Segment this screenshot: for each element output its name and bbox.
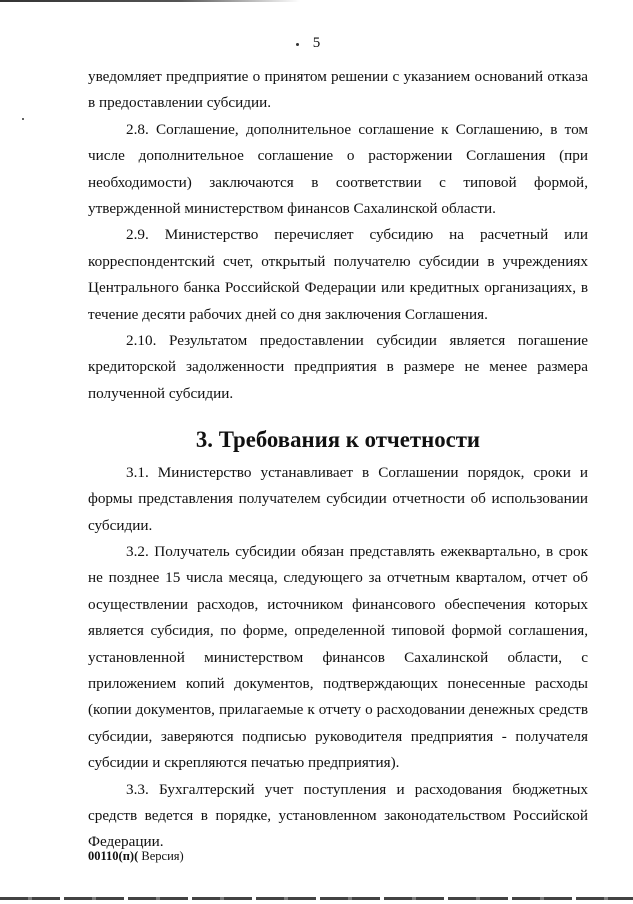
section-heading: 3. Требования к отчетности — [195, 427, 481, 453]
document-code-number: 00110(п)( — [88, 849, 139, 863]
document-body — [88, 64, 588, 856]
paragraph-3-2: 3.2. Получатель субсидии обязан представлять ежеквартально, в срок не позднее 15 числа месяца, следующего за отчетным кварталом, отчет об осуществлении расходов, источником финансового обеспечения которых является субсидия, по форме, определенной типовой формой соглашения, установленной министерством финансов Сахалинской области, с приложением копий документов, подтверждающих понесенные расходы (копии документов, прилагаемые к отчету о расходовании денежных средств субсидии, заверяются подписью руководителя предприятия - получателя субсидии и скрепляются печатью предприятия). — [88, 542, 588, 772]
document-code — [88, 848, 184, 864]
scan-top-rule — [0, 0, 300, 2]
paragraph-2-10: 2.10. Результатом предоставлении субсидии является погашение кредиторской задолженности предприятия в размере не менее размера полученной субсидии. — [88, 332, 588, 402]
paragraph-continuation: уведомляет предприятие о принятом решении с указанием оснований отказа в предоставлении субсидии. — [88, 68, 588, 112]
paragraph-2-8: 2.8. Соглашение, дополнительное соглашение к Соглашению, в том числе дополнительное соглашение о расторжении Соглашения (при необходимости) заключаются в соответствии с типовой формой, утвержденной министерством финансов Сахалинской области. — [88, 120, 588, 218]
paragraph-2-9: 2.9. Министерство перечисляет субсидию на расчетный или корреспондентский счет, открытый получателю субсидии в учреждениях Центрального банка Российской Федерации или кредитных организациях, в течение десяти рабочих дней со дня заключения Соглашения. — [88, 226, 588, 323]
document-code-version: Версия) — [138, 849, 184, 863]
scan-speck — [22, 118, 24, 120]
paragraph-3-1: 3.1. Министерство устанавливает в Соглашении порядок, сроки и формы представления получателем субсидии отчетности об использовании субсидии. — [88, 463, 588, 534]
paragraph-3-3: 3.3. Бухгалтерский учет поступления и расходования бюджетных средств ведется в порядке, установленном законодательством Российской Федерации. — [88, 780, 588, 851]
scan-bottom-rule — [0, 897, 633, 900]
page-number: 5 — [312, 35, 321, 51]
